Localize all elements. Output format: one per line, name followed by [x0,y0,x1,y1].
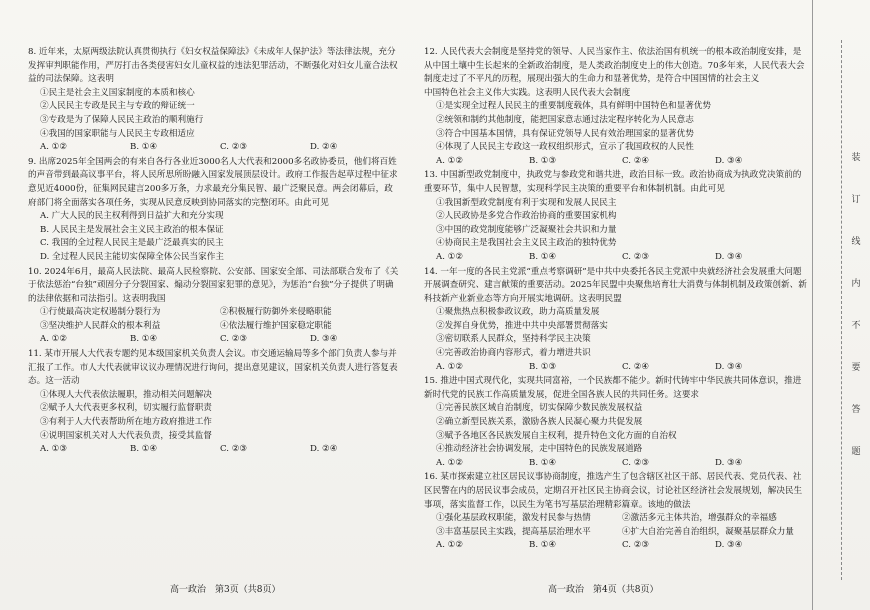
option: ④说明国家机关对人大代表负责，接受其监督 [40,430,212,441]
option: D. 全过程人民民主能切实保障全体公民当家作主 [40,251,224,262]
choice-a: A. ①② [40,334,68,345]
choice-d: D. ②④ [310,142,338,153]
option: ③丰富基层民主实践，提高基层治理水平 [436,526,591,537]
choice-c: C. ②③ [622,457,650,468]
choice-b: B. ①④ [130,444,158,455]
choice-a: A. ①② [436,540,464,551]
option: ①聚焦热点积极参政议政，助力高质量发展 [436,307,600,318]
question-stem-cont: 中国特色社会主义伟大实践。这表明人民代表大会制度 [424,87,631,98]
binding-char: 订 [851,195,861,205]
choices [424,251,808,265]
choice-b: B. ①③ [529,361,557,372]
option: ③有利于人大代表帮助所在地方政府推进工作 [40,417,212,428]
option-row [424,526,808,540]
choice-b: B. ①④ [130,142,158,153]
binding-char: 内 [851,279,861,289]
question-12 [424,46,808,168]
option: ①体现人大代表依法履职，推动相关问题解决 [40,389,212,400]
binding-char: 不 [851,321,861,331]
question-stem: 9. 出席2025年全国两会的有来自各行各业近3000名人大代表和2000多名政协委员，他们将百姓的声音带到最高议事平台，将人民所思所盼融入国家发展顶层设计。政府工作报告起草过程中征求意见近4000份，征集网民建言200多万条，力求最充分集民智、最广泛聚民意。两会闭幕后，政府部门将全面落实各项任务，实现从民意反映到协同落实的完整闭环。由此可见 [28,156,398,208]
choice-d: D. ③④ [715,540,743,551]
binding-line [841,40,842,580]
question-16 [424,471,808,553]
option: ④协商民主是我国社会主义民主政治的独特优势 [436,238,617,249]
question-stem: 16. 某市探索建立社区居民议事协商制度，推选产生了包含辖区社区干部、居民代表、党员代表、社区民警在内的居民议事会成员，定期召开社区民主协商会议，讨论社区经济社会发展规划，解决民生事项，落实监督工作，以民生为笔书写基层治理精彩篇章。该地的做法 [424,472,803,510]
binding-margin [812,0,870,610]
right-column [424,46,808,554]
option-row [424,512,808,526]
choice-c: C. ②③ [220,334,248,345]
option: ②人民政协是多党合作政治协商的重要国家机构 [436,211,617,222]
choice-a: A. ①③ [40,444,68,455]
option: ③密切联系人民群众，坚持科学民主决策 [436,334,591,345]
choice-c: C. ②③ [622,251,650,262]
option: ②统领和制约其他制度，能把国家意志通过法定程序转化为人民意志 [436,114,694,125]
page-footer-right: 高一政治 第4页（共8页） [548,585,659,595]
option: ④体现了人民民主专政这一政权组织形式，宣示了我国政权的人民性 [436,142,694,153]
binding-char: 题 [851,447,861,457]
binding-char: 答 [851,405,861,415]
page-footer-left: 高一政治 第3页（共8页） [170,585,281,595]
option: ②激活多元主体共治，增强群众的幸福感 [622,513,777,524]
option: A. 广大人民的民主权利得到日益扩大和充分实现 [40,211,224,222]
option: B. 人民民主是发展社会主义民主政治的根本保证 [40,224,224,235]
option: ③坚决维护人民群众的根本利益 [40,320,161,331]
binding-char: 线 [851,237,861,247]
question-stem: 11. 某市开展人大代表专题约见本级国家机关负责人会议。市交通运输局等多个部门负责人参与并汇报了工作。市人大代表就审议议办理情况进行询问，提出意见建议，国家机关负责人进行答复表态。这一活动 [28,349,398,387]
option: ③中国的政党制度能够广泛凝聚社会共识和力量 [436,224,617,235]
option: ④扩大自治完善自治组织，凝聚基层群众力量 [622,526,794,537]
choice-d: D. ③④ [715,251,743,262]
question-8 [28,46,400,155]
option: ④我国的国家职能与人民民主专政相适应 [40,128,195,139]
choice-b: B. ①④ [529,540,557,551]
question-9 [28,156,400,265]
option: ①行使最高决定权遏制分裂行为 [40,307,161,318]
question-11 [28,348,400,457]
question-stem: 10. 2024年6月，最高人民法院、最高人民检察院、公安部、国家安全部、司法部联合发布了《关于依法惩治“台独”顽固分子分裂国家、煽动分裂国家犯罪的意见》，为惩治“台独”分子提供了明确的法律依据和司法指引。这表明我国 [28,266,399,304]
option: ①是实现全过程人民民主的重要制度载体，具有鲜明中国特色和显著优势 [436,101,712,112]
choice-d: D. ③④ [715,457,743,468]
option: ①完善民族区域自治制度，切实保障少数民族发展权益 [436,403,643,414]
option: ③专政是为了保障人民民主政治的顺利施行 [40,114,204,125]
option: ④完善政治协商内容形式，着力增进共识 [436,348,591,359]
left-column [28,46,400,458]
choice-c: C. ②③ [622,540,650,551]
choice-d: D. ③④ [310,334,338,345]
choice-b: B. ①④ [529,457,557,468]
question-13 [424,169,808,264]
option: ②积极履行防御外来侵略职能 [220,307,332,318]
choices [28,333,400,347]
choices [28,443,400,457]
question-stem: 15. 推进中国式现代化，实现共同富裕，一个民族都不能少。新时代铸牢中华民族共同体意识，推进新时代党的民族工作高质量发展，促进全国各族人民的共同任务。这要求 [424,376,802,400]
option-row [28,320,400,334]
question-stem: 8. 近年来，太原两级法院认真贯彻执行《妇女权益保障法》《未成年人保护法》等法律法规，充分发挥审判职能作用，严厉打击各类侵害妇女儿童权益的违法犯罪活动，不断强化对妇女儿童合法权益的司法保障。这表明 [28,47,398,85]
choice-c: C. ②④ [622,155,650,166]
question-stem: 13. 中国新型政党制度中，执政党与参政党和谐共进，政治目标一致。政治协商成为执政党决策前的重要环节，集中人民智慧，实现科学民主决策的重要平台和体制机制。由此可见 [424,170,802,194]
option-row [28,306,400,320]
choice-a: A. ①② [436,361,464,372]
choice-d: D. ③④ [715,361,743,372]
choices [28,141,400,155]
choice-a: A. ①② [436,155,464,166]
option: ①我国新型政党制度有利于实现和发展人民民主 [436,197,617,208]
choice-d: D. ②④ [310,444,338,455]
question-15 [424,375,808,470]
choices [424,155,808,169]
option: ②确立新型民族关系，激励各族人民凝心聚力共促发展 [436,417,643,428]
option: ②人民民主专政是民主与专政的辩证统一 [40,101,195,112]
choice-c: C. ②④ [622,361,650,372]
choice-c: C. ②③ [220,444,248,455]
choice-b: B. ①④ [529,251,557,262]
option: ①民主是社会主义国家制度的本质和核心 [40,87,195,98]
option: ②赋予人大代表更多权利，切实履行监督职责 [40,403,212,414]
choice-b: B. ①④ [130,334,158,345]
option: ④依法履行维护国家稳定职能 [220,320,332,331]
option: ④推动经济社会协调发展，走中国特色的民族发展道路 [436,444,643,455]
option: ①强化基层政权职能，激发村民参与热情 [436,513,591,524]
option: C. 我国的全过程人民民主是最广泛最真实的民主 [40,238,224,249]
choices [424,539,808,553]
choice-a: A. ①② [436,457,464,468]
choice-a: A. ①② [436,251,464,262]
question-stem: 12. 人民代表大会制度是坚持党的领导、人民当家作主、依法治国有机统一的根本政治制度安排，是从中国土壤中生长起来的全新政治制度，是人类政治制度史上的伟大创造。70多年来，人民代表大会制度走过了不平凡的历程，展现出强大的生命力和显著优势，是符合中国国情的社会主义 [424,47,805,85]
choices [424,361,808,375]
question-stem: 14. 一年一度的各民主党派“重点考察调研”是中共中央委托各民主党派中央就经济社会发展重大问题开展调查研究、建言献策的重要活动。2025年民盟中央聚焦培育壮大消费与体制机制及政策创新、新科技新产业新业态等方向开展实地调研。这表明民盟 [424,266,807,304]
choice-b: B. ①③ [529,155,557,166]
question-14 [424,266,808,375]
choice-a: A. ①② [40,142,68,153]
option: ②发挥自身优势，推进中共中央部署贯彻落实 [436,320,608,331]
choice-d: D. ③④ [715,155,743,166]
binding-char: 要 [851,363,861,373]
option: ③符合中国基本国情，具有保证党领导人民有效治理国家的显著优势 [436,128,694,139]
question-10 [28,266,400,348]
option: ③赋予各地区各民族发展自主权利，提升特色文化方面的自治权 [436,430,677,441]
binding-char: 装 [851,153,861,163]
choice-c: C. ②③ [220,142,248,153]
choices [424,457,808,471]
